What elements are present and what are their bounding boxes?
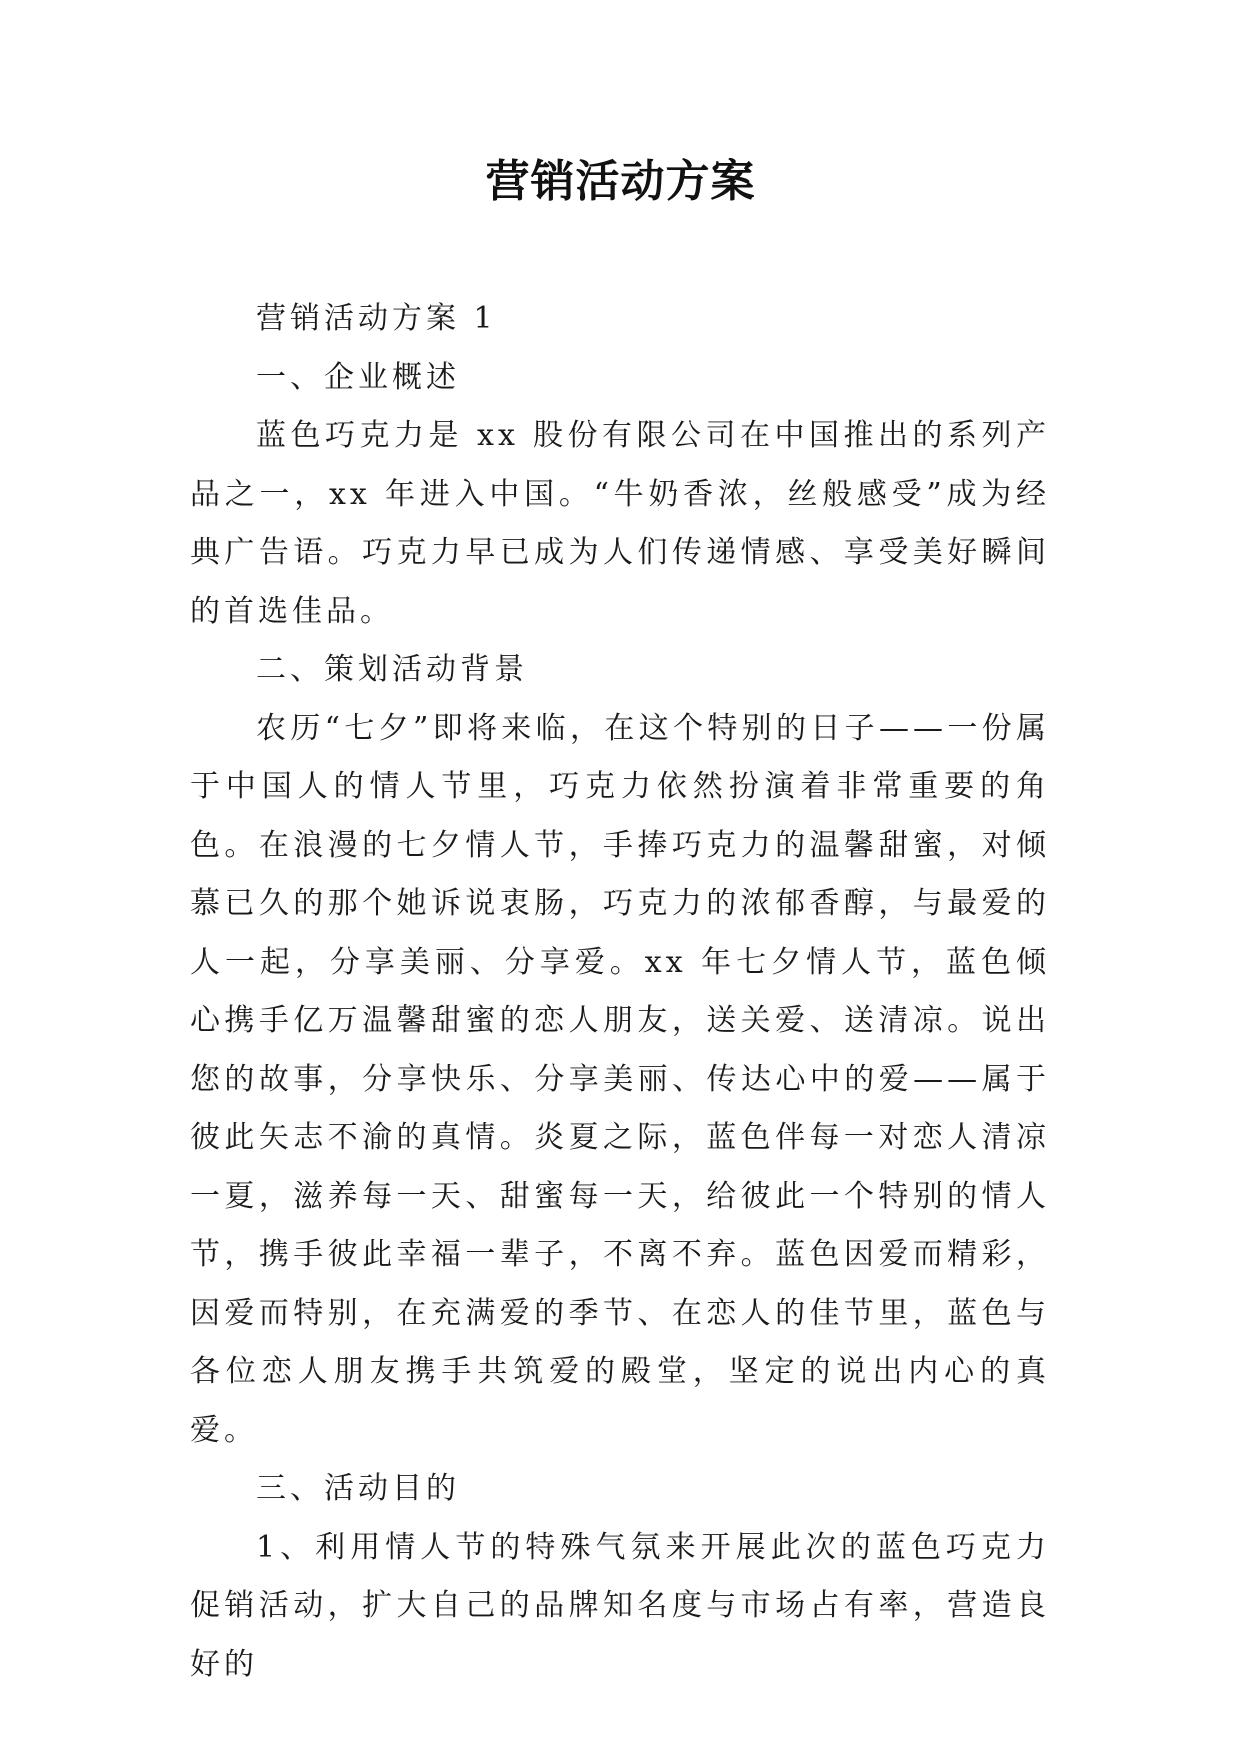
section-heading-company-overview: 一、企业概述 (256, 359, 460, 395)
section-heading-background: 二、策划活动背景 (256, 652, 528, 687)
paragraph-background: 农历“七夕”即将来临，在这个特别的日子——一份属于中国人的情人节里，巧克力依然扮演着非常重要的角色。在浪漫的七夕情人节，手捧巧克力的温馨甜蜜，对倾慕已久的那个她诉说衷肠，巧克力的浓郁香醇，与最爱的人一起，分享美丽、分享爱。xx 年七夕情人节，蓝色倾心携手亿万温馨甜蜜的恋人朋友，送关爱、送清凉。说出您的故事，分享快乐、分享美丽、传达心中的爱——属于彼此矢志不渝的真情。炎夏之际，蓝色伴每一对恋人清凉一夏，滋养每一天、甜蜜每一天，给彼此一个特别的情人节，携手彼此幸福一辈子，不离不弃。蓝色因爱而精彩，因爱而特别，在充满爱的季节、在恋人的佳节里，蓝色与各位恋人朋友携手共筑爱的殿堂，坚定的说出内心的真爱。 (190, 710, 1050, 1448)
section-heading-plan-1: 营销活动方案 1 (256, 301, 497, 336)
paragraph-company-overview: 蓝色巧克力是 xx 股份有限公司在中国推出的系列产品之一，xx 年进入中国。“牛奶香浓，丝般感受”成为经典广告语。巧克力早已成为人们传递情感、享受美好瞬间的首选佳品。 (190, 418, 1050, 629)
document-title: 营销活动方案 (485, 156, 756, 207)
document-body (190, 290, 1050, 1694)
paragraph-purpose-1: 1、利用情人节的特殊气氛来开展此次的蓝色巧克力促销活动，扩大自己的品牌知名度与市场占有率，营造良好的 (190, 1529, 1050, 1682)
section-heading-purpose: 三、活动目的 (256, 1471, 460, 1506)
